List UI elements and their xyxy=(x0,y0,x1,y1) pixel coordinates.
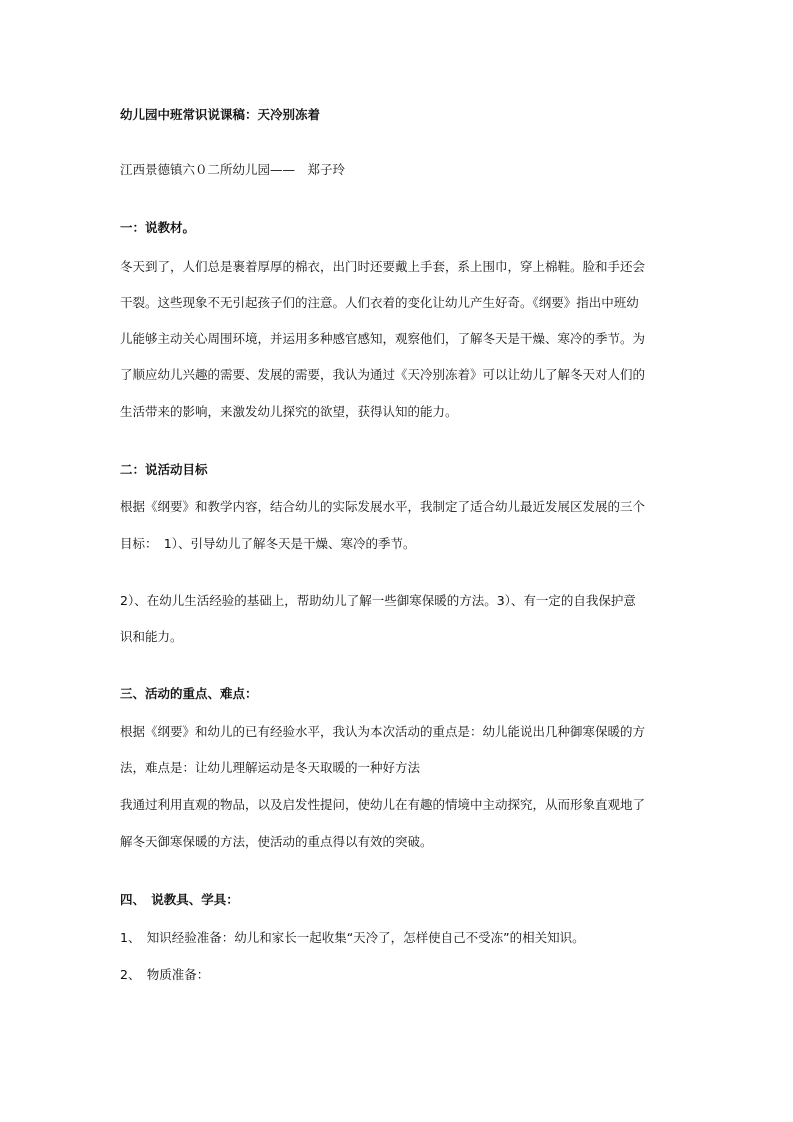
paragraph-line: 识和能力。 xyxy=(120,629,183,644)
paragraph-line: 干裂。这些现象不无引起孩子们的注意。人们衣着的变化让幼儿产生好奇。《纲要》指出中班幼 xyxy=(120,295,639,310)
section-heading-1: 一：说教材。 xyxy=(120,220,196,235)
paragraph-line: 冬天到了，人们总是裹着厚厚的棉衣，出门时还要戴上手套，系上围巾，穿上棉鞋。脸和手还会 xyxy=(120,259,646,274)
paragraph-line: 2、 物质准备： xyxy=(120,967,210,982)
paragraph-line: 儿能够主动关心周围环境，并运用多种感官感知，观察他们，了解冬天是干燥、寒冷的季节。为 xyxy=(120,331,646,346)
paragraph-line: 根据《纲要》和教学内容，结合幼儿的实际发展水平，我制定了适合幼儿最近发展区发展的三个 xyxy=(120,499,646,514)
paragraph-line: 目标： 1）、引导幼儿了解冬天是干燥、寒冷的季节。 xyxy=(120,536,416,551)
paragraph-line: 根据《纲要》和幼儿的已有经验水平，我认为本次活动的重点是：幼儿能说出几种御寒保暖的方 xyxy=(120,724,646,739)
section-heading-4: 四、 说教具、学具： xyxy=(120,892,239,907)
author-line: 江西景德镇六０二所幼儿园—— 郑子玲 xyxy=(120,162,346,177)
paragraph-line: 2）、在幼儿生活经验的基础上，帮助幼儿了解一些御寒保暖的方法。3）、有一定的自我保护意 xyxy=(120,593,636,608)
section-heading-3: 三、活动的重点、难点： xyxy=(120,686,258,701)
paragraph-line: 我通过利用直观的物品，以及启发性提问，使幼儿在有趣的情境中主动探究，从而形象直观地了 xyxy=(120,797,646,812)
paragraph-line: 1、 知识经验准备：幼儿和家长一起收集“天冷了，怎样使自己不受冻”的相关知识。 xyxy=(120,930,585,945)
document-title: 幼儿园中班常识说课稿：天冷别冻着 xyxy=(120,107,321,122)
paragraph-line: 法，难点是：让幼儿理解运动是冬天取暖的一种好方法 xyxy=(120,760,421,775)
paragraph-line: 了顺应幼儿兴趣的需要、发展的需要，我认为通过《天冷别冻着》可以让幼儿了解冬天对人们的 xyxy=(120,367,646,382)
paragraph-line: 生活带来的影响，来激发幼儿探究的欲望，获得认知的能力。 xyxy=(120,404,458,419)
section-heading-2: 二：说活动目标 xyxy=(120,462,208,477)
paragraph-line: 解冬天御寒保暖的方法，使活动的重点得以有效的突破。 xyxy=(120,834,433,849)
